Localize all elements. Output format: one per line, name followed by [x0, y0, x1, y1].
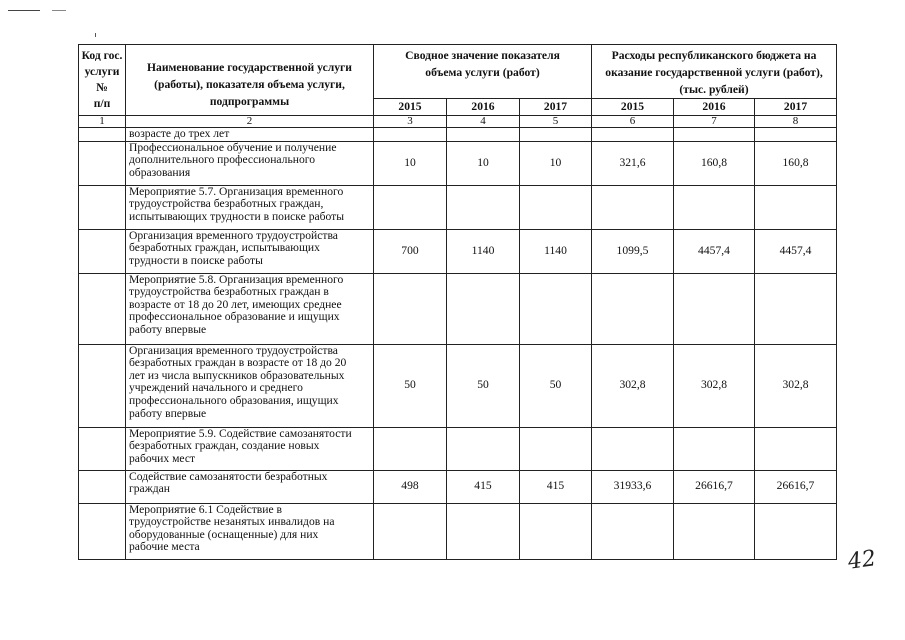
service-name-line: лет из числа выпускников образовательных [129, 368, 345, 382]
year-header: 2016 [447, 99, 520, 116]
year-header: 2017 [755, 99, 837, 116]
header-line: № [96, 81, 108, 94]
header-line: Сводное значение показателя [405, 49, 560, 62]
header-line: Расходы республиканского бюджета на [611, 49, 817, 62]
value-cell: 50 [447, 344, 520, 427]
value-cell [592, 128, 674, 142]
service-name-line: испытывающих трудности в поиске работы [129, 209, 345, 223]
value-cell [592, 185, 674, 229]
header-volume-group [374, 45, 592, 99]
table-row [79, 128, 837, 142]
value-cell [374, 185, 447, 229]
service-name-line: работу впервые [129, 406, 207, 420]
service-name-cell [126, 141, 374, 185]
value-cell: 1140 [520, 229, 592, 273]
service-name-line: Организация временного трудоустройства [129, 343, 338, 357]
value-cell [592, 273, 674, 344]
service-name-line: Мероприятие 5.7. Организация временного [129, 184, 344, 198]
column-index: 4 [447, 116, 520, 128]
value-cell [520, 273, 592, 344]
value-cell [755, 503, 837, 559]
code-cell [79, 427, 126, 470]
value-cell [674, 427, 755, 470]
column-index: 1 [79, 116, 126, 128]
scan-mark [52, 10, 66, 11]
column-index: 3 [374, 116, 447, 128]
year-header: 2015 [374, 99, 447, 116]
value-cell: 50 [374, 344, 447, 427]
year-header: 2016 [674, 99, 755, 116]
value-cell: 160,8 [755, 141, 837, 185]
service-name-cell [126, 427, 374, 470]
header-line: объема услуги (работ) [425, 66, 540, 79]
table-row [79, 185, 837, 229]
year-header: 2017 [520, 99, 592, 116]
code-cell [79, 229, 126, 273]
value-cell: 10 [447, 141, 520, 185]
code-cell [79, 128, 126, 142]
value-cell: 26616,7 [674, 470, 755, 503]
value-cell [674, 273, 755, 344]
service-name-cell [126, 229, 374, 273]
value-cell [447, 185, 520, 229]
value-cell: 302,8 [674, 344, 755, 427]
value-cell [755, 427, 837, 470]
scan-mark [95, 33, 96, 37]
service-name-cell [126, 128, 374, 142]
service-name-line: Организация временного трудоустройства [129, 228, 338, 242]
service-name-line: граждан [129, 482, 170, 496]
value-cell [674, 503, 755, 559]
code-cell [79, 503, 126, 559]
service-name-line: работу впервые [129, 322, 207, 336]
value-cell: 4457,4 [674, 229, 755, 273]
value-cell [374, 503, 447, 559]
value-cell: 302,8 [755, 344, 837, 427]
value-cell [374, 128, 447, 142]
column-index: 5 [520, 116, 592, 128]
table-row [79, 427, 837, 470]
code-cell [79, 141, 126, 185]
service-name-cell [126, 273, 374, 344]
service-name-line: Мероприятие 6.1 Содействие в [129, 502, 282, 516]
value-cell [674, 185, 755, 229]
service-name-line: трудности в поиске работы [129, 253, 263, 267]
column-index: 2 [126, 116, 374, 128]
service-name-cell [126, 185, 374, 229]
value-cell [447, 427, 520, 470]
service-name-cell [126, 503, 374, 559]
code-cell [79, 273, 126, 344]
value-cell [755, 185, 837, 229]
column-index: 8 [755, 116, 837, 128]
code-cell [79, 185, 126, 229]
value-cell [447, 273, 520, 344]
service-name-cell [126, 344, 374, 427]
table-row [79, 141, 837, 185]
value-cell [520, 185, 592, 229]
service-name-line: безработных граждан, создание новых [129, 439, 320, 453]
value-cell: 700 [374, 229, 447, 273]
value-cell [674, 128, 755, 142]
service-name-line: оборудованные (оснащенные) для них [129, 527, 319, 541]
service-name-line: Мероприятие 5.8. Организация временного [129, 272, 344, 286]
service-name-line: возрасте от 18 до 20 лет, имеющих среднее [129, 297, 342, 311]
service-name-line: образования [129, 165, 191, 179]
service-name-line: дополнительного профессионального [129, 153, 316, 167]
service-name-line: трудоустройства безработных граждан, [129, 197, 324, 211]
value-cell [520, 128, 592, 142]
service-name-line: профессионального образования, ищущих [129, 393, 339, 407]
service-name-line: профессиональное образование и ищущих [129, 310, 340, 324]
code-cell [79, 344, 126, 427]
service-name-line: безработных граждан в возрасте от 18 до 20 [129, 356, 347, 370]
service-name-line: трудоустройства безработных граждан в [129, 285, 329, 299]
value-cell [755, 273, 837, 344]
budget-table [78, 44, 837, 560]
value-cell [520, 503, 592, 559]
value-cell: 160,8 [674, 141, 755, 185]
service-name-line: безработных граждан, испытывающих [129, 241, 320, 255]
value-cell: 50 [520, 344, 592, 427]
service-name-line: учреждений начального и среднего [129, 381, 303, 395]
service-name-line: Профессиональное обучение и получение [129, 140, 337, 154]
service-name-line: Мероприятие 5.9. Содействие самозанятости [129, 426, 352, 440]
header-line: Наименование государственной услуги [147, 60, 352, 74]
value-cell: 26616,7 [755, 470, 837, 503]
table-row [79, 503, 837, 559]
value-cell [592, 427, 674, 470]
value-cell: 31933,6 [592, 470, 674, 503]
value-cell: 415 [447, 470, 520, 503]
value-cell [520, 427, 592, 470]
page-number-handwritten: 42 [846, 546, 878, 575]
header-line: услуги [84, 65, 120, 78]
service-name-line: рабочие места [129, 540, 200, 554]
column-index: 7 [674, 116, 755, 128]
header-line: (работы), показателя объема услуги, [154, 77, 345, 91]
header-code [79, 45, 126, 116]
value-cell: 1140 [447, 229, 520, 273]
header-line: (тыс. рублей) [679, 83, 749, 96]
scan-mark [8, 10, 40, 11]
value-cell: 321,6 [592, 141, 674, 185]
table-row [79, 273, 837, 344]
header-budget-group [592, 45, 837, 99]
value-cell [447, 128, 520, 142]
value-cell: 498 [374, 470, 447, 503]
value-cell [447, 503, 520, 559]
value-cell: 10 [374, 141, 447, 185]
value-cell [755, 128, 837, 142]
header-name [126, 45, 374, 116]
value-cell: 10 [520, 141, 592, 185]
header-line: п/п [93, 97, 111, 110]
table-row [79, 229, 837, 273]
column-index: 6 [592, 116, 674, 128]
service-name-line: возрасте до трех лет [129, 127, 230, 140]
code-cell [79, 470, 126, 503]
value-cell: 4457,4 [755, 229, 837, 273]
value-cell [374, 427, 447, 470]
value-cell: 302,8 [592, 344, 674, 427]
service-name-line: трудоустройстве незанятых инвалидов на [129, 515, 335, 529]
service-name-cell [126, 470, 374, 503]
header-line: Код гос. [81, 49, 123, 62]
service-name-line: рабочих мест [129, 451, 196, 465]
value-cell: 1099,5 [592, 229, 674, 273]
value-cell [592, 503, 674, 559]
value-cell: 415 [520, 470, 592, 503]
header-line: подпрограммы [209, 94, 290, 108]
value-cell [374, 273, 447, 344]
table-row [79, 470, 837, 503]
year-header: 2015 [592, 99, 674, 116]
service-name-line: Содействие самозанятости безработных [129, 469, 328, 483]
header-line: оказание государственной услуги (работ), [605, 66, 823, 79]
table-row [79, 344, 837, 427]
